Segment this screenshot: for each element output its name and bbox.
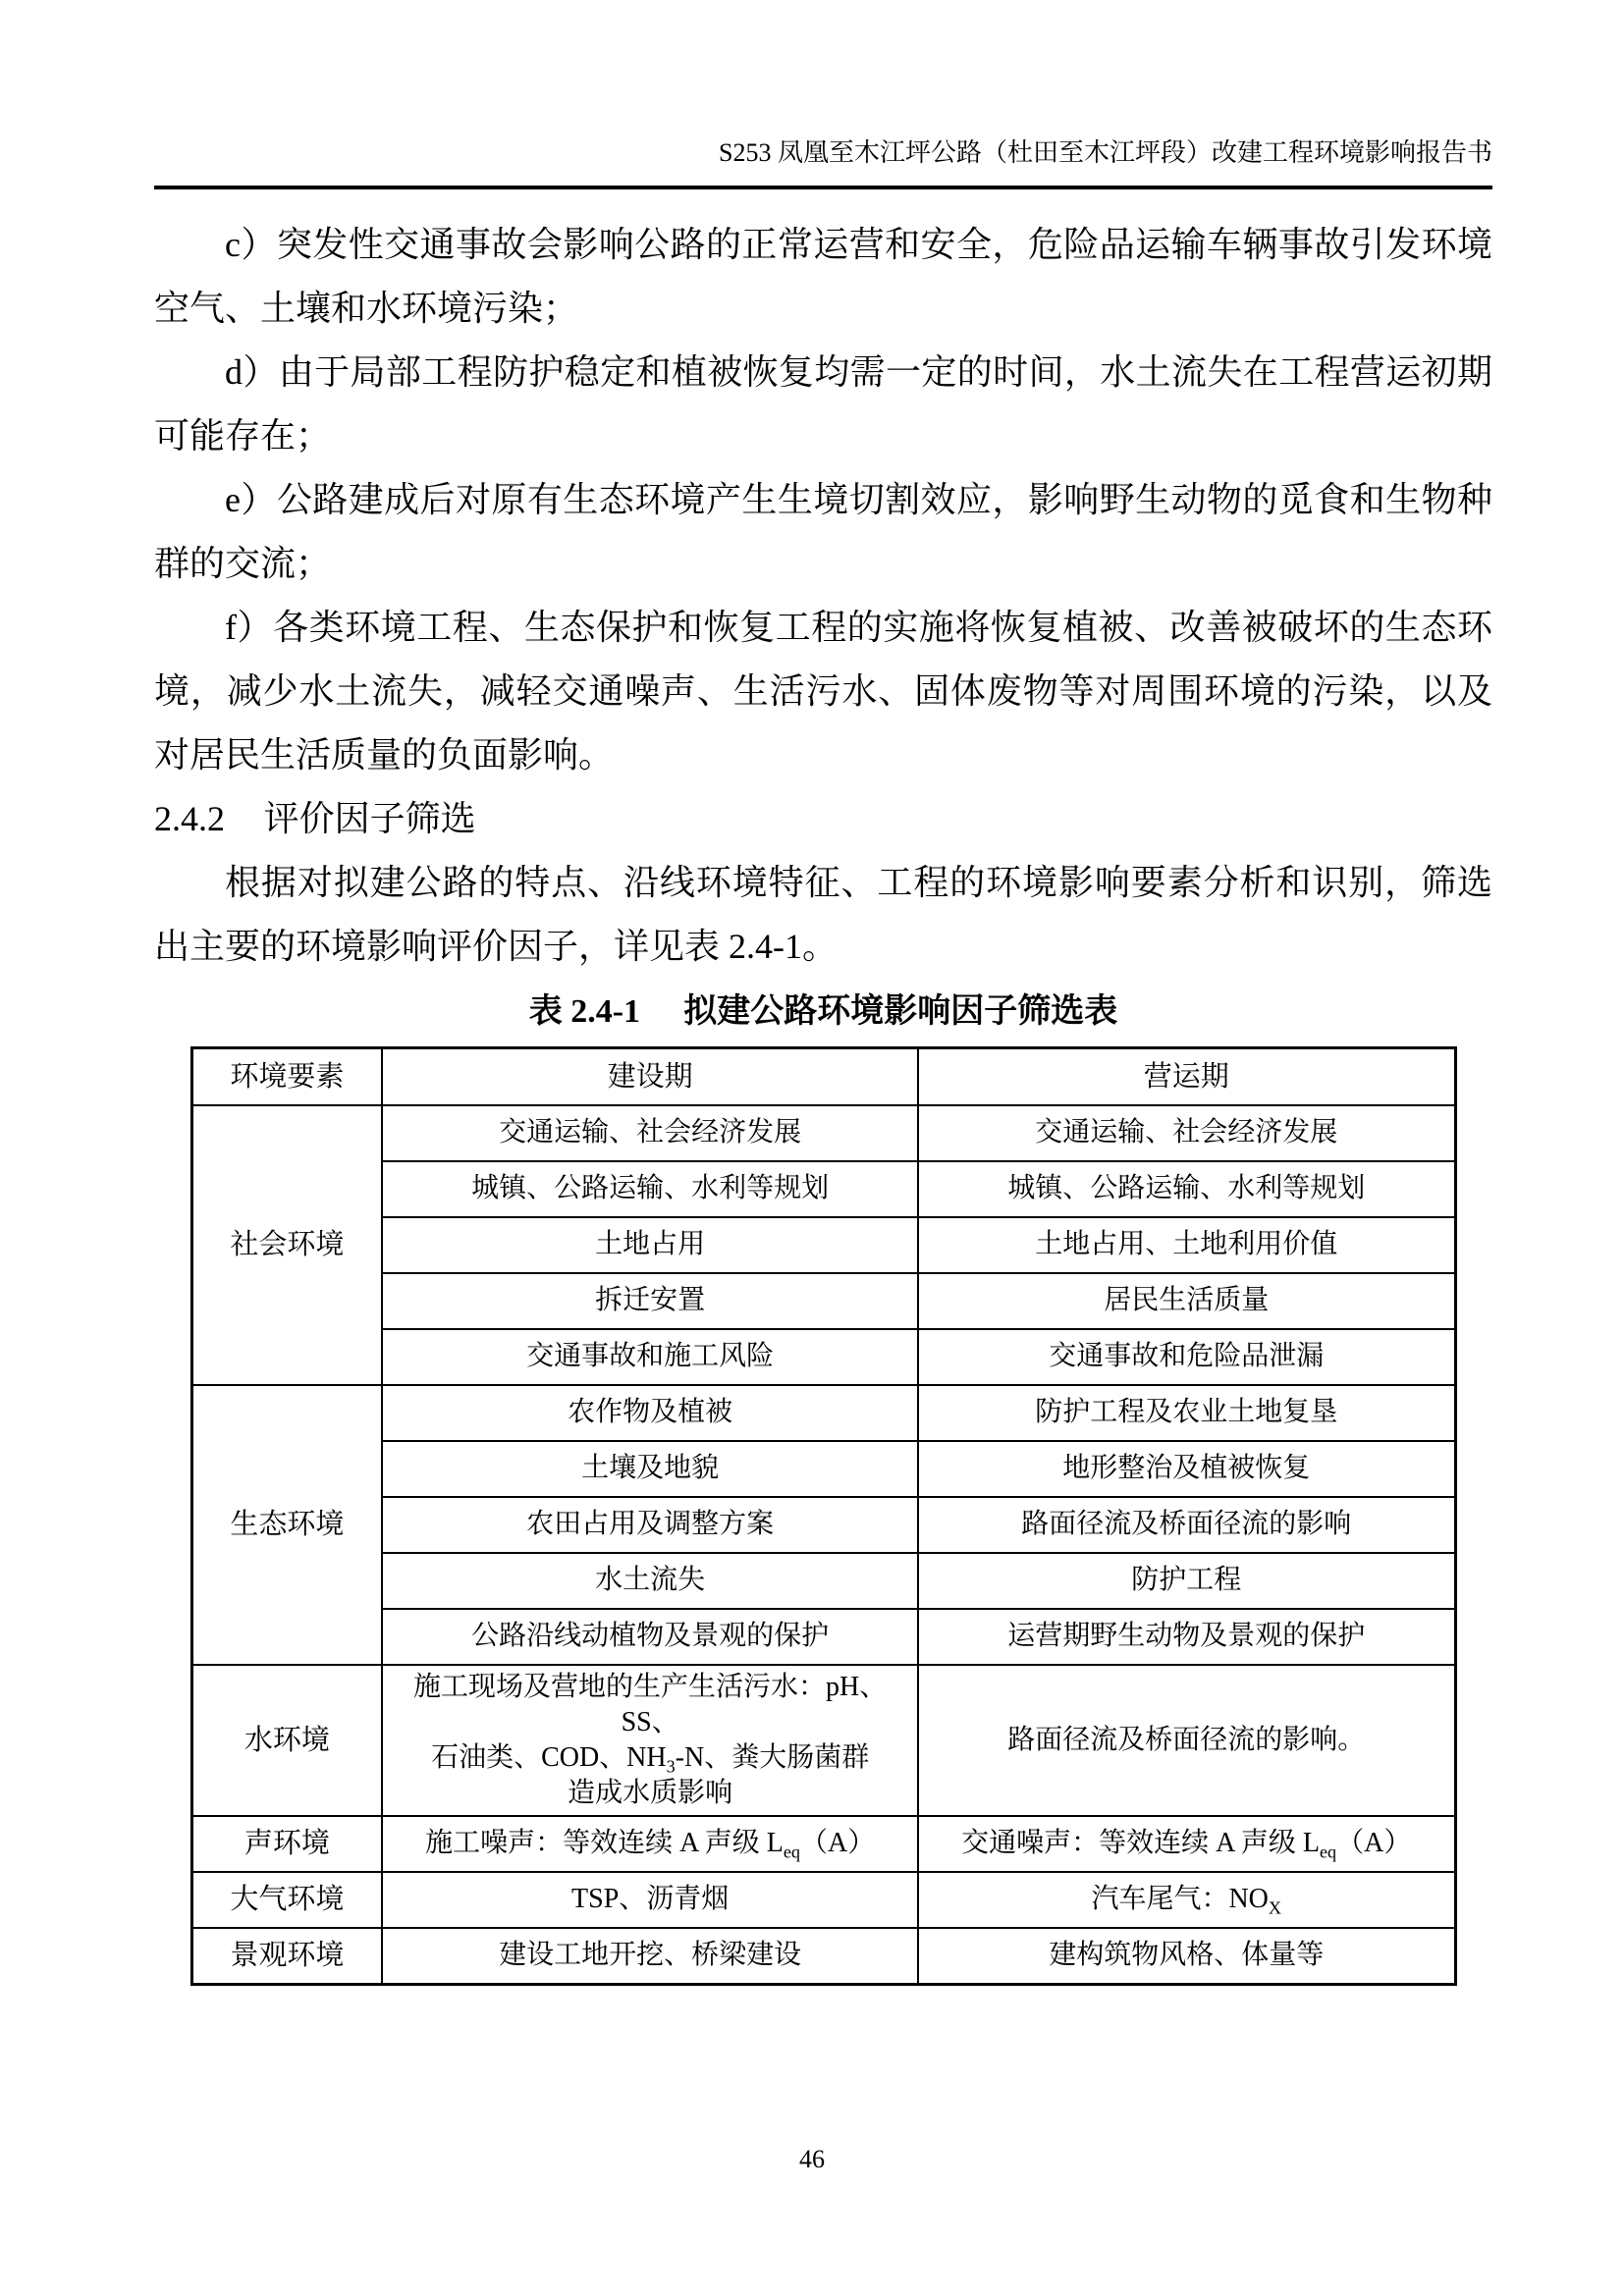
intro-paragraph: 根据对拟建公路的特点、沿线环境特征、工程的环境影响要素分析和识别，筛选出主要的环境影响评价因子，详见表 2.4-1。 bbox=[154, 862, 1492, 966]
cell-construction: TSP、沥青烟 bbox=[382, 1872, 918, 1928]
cell-construction: 城镇、公路运输、水利等规划 bbox=[382, 1161, 918, 1217]
paragraph-c: c）突发性交通事故会影响公路的正常运营和安全，危险品运输车辆事故引发环境空气、土壤和水环境污染； bbox=[154, 224, 1492, 328]
cell-construction: 土壤及地貌 bbox=[382, 1441, 918, 1497]
cell-construction: 建设工地开挖、桥梁建设 bbox=[382, 1928, 918, 1985]
page-number: 46 bbox=[799, 2145, 825, 2173]
table-row bbox=[191, 1928, 1455, 1985]
col-header-environment-element: 环境要素 bbox=[191, 1047, 382, 1105]
section-heading bbox=[154, 787, 1492, 851]
cell-operation: 运营期野生动物及景观的保护 bbox=[918, 1609, 1455, 1665]
table-caption bbox=[154, 992, 1492, 1032]
table-row bbox=[191, 1816, 1455, 1872]
table-caption-title: 拟建公路环境影响因子筛选表 bbox=[683, 992, 1118, 1030]
subscript: 3 bbox=[666, 1756, 676, 1777]
section-title: 评价因子筛选 bbox=[263, 798, 476, 838]
subscript: X bbox=[1268, 1897, 1282, 1918]
cell-operation: 防护工程 bbox=[918, 1553, 1455, 1609]
body-text bbox=[154, 213, 1492, 979]
section-number: 2.4.2 bbox=[154, 798, 225, 838]
category-ecological-environment: 生态环境 bbox=[191, 1385, 382, 1665]
cell-operation: 路面径流及桥面径流的影响。 bbox=[918, 1665, 1455, 1816]
water-cell-line2: 石油类、COD、$NH_3-N$、粪大肠菌群 bbox=[431, 1741, 870, 1777]
cell-construction: 农作物及植被 bbox=[382, 1385, 918, 1441]
cell-construction: 施工噪声：等效连续 A 声级 $L_{eq}(A)$ bbox=[382, 1816, 918, 1872]
water-cell-line3: 造成水质影响 bbox=[568, 1777, 733, 1808]
cell-operation: 土地占用、土地利用价值 bbox=[918, 1217, 1455, 1273]
subscript: eq bbox=[783, 1842, 801, 1862]
paragraph-d: d）由于局部工程防护稳定和植被恢复均需一定的时间，水土流失在工程营运初期可能存在； bbox=[154, 351, 1492, 455]
category-air-environment: 大气环境 bbox=[191, 1872, 382, 1928]
subscript: eq bbox=[1319, 1842, 1337, 1862]
cell-construction: 交通运输、社会经济发展 bbox=[382, 1105, 918, 1161]
table-row bbox=[191, 1385, 1455, 1441]
cell-construction: 农田占用及调整方案 bbox=[382, 1497, 918, 1553]
paragraph-e: e）公路建成后对原有生态环境产生生境切割效应，影响野生动物的觅食和生物种群的交流； bbox=[154, 479, 1492, 583]
table-header-row bbox=[191, 1047, 1455, 1105]
category-water-environment: 水环境 bbox=[191, 1665, 382, 1816]
cell-operation: 城镇、公路运输、水利等规划 bbox=[918, 1161, 1455, 1217]
cell-operation: 地形整治及植被恢复 bbox=[918, 1441, 1455, 1497]
col-header-construction-period: 建设期 bbox=[382, 1047, 918, 1105]
cell-construction bbox=[382, 1665, 918, 1816]
table-caption-label: 表 2.4-1 bbox=[528, 992, 641, 1030]
category-social-environment: 社会环境 bbox=[191, 1105, 382, 1385]
cell-operation: 交通噪声：等效连续 A 声级 $L_{eq}(A)$ bbox=[918, 1816, 1455, 1872]
cell-construction: 拆迁安置 bbox=[382, 1273, 918, 1329]
water-cell-line1: 施工现场及营地的生产生活污水：pH、SS、 bbox=[413, 1671, 888, 1737]
cell-operation: 交通运输、社会经济发展 bbox=[918, 1105, 1455, 1161]
cell-operation: 路面径流及桥面径流的影响 bbox=[918, 1497, 1455, 1553]
cell-construction: 土地占用 bbox=[382, 1217, 918, 1273]
table-row bbox=[191, 1872, 1455, 1928]
cell-operation: 交通事故和危险品泄漏 bbox=[918, 1329, 1455, 1385]
cell-operation: 建构筑物风格、体量等 bbox=[918, 1928, 1455, 1985]
page-header bbox=[154, 137, 1492, 189]
col-header-operation-period: 营运期 bbox=[918, 1047, 1455, 1105]
cell-construction: 公路沿线动植物及景观的保护 bbox=[382, 1609, 918, 1665]
page-header-title: S253 凤凰至木江坪公路（杜田至木江坪段）改建工程环境影响报告书 bbox=[719, 138, 1492, 167]
table-row bbox=[191, 1665, 1455, 1816]
cell-construction: 交通事故和施工风险 bbox=[382, 1329, 918, 1385]
impact-factor-table bbox=[190, 1046, 1457, 1986]
cell-construction: 水土流失 bbox=[382, 1553, 918, 1609]
category-landscape-environment: 景观环境 bbox=[191, 1928, 382, 1985]
paragraph-f: f）各类环境工程、生态保护和恢复工程的实施将恢复植被、改善被破坏的生态环境，减少水土流失，减轻交通噪声、生活污水、固体废物等对周围环境的污染，以及对居民生活质量的负面影响。 bbox=[154, 607, 1492, 774]
cell-operation: 居民生活质量 bbox=[918, 1273, 1455, 1329]
table-row bbox=[191, 1105, 1455, 1161]
cell-operation: 防护工程及农业土地复垦 bbox=[918, 1385, 1455, 1441]
category-acoustic-environment: 声环境 bbox=[191, 1816, 382, 1872]
cell-operation: 汽车尾气：$NO_X$ bbox=[918, 1872, 1455, 1928]
